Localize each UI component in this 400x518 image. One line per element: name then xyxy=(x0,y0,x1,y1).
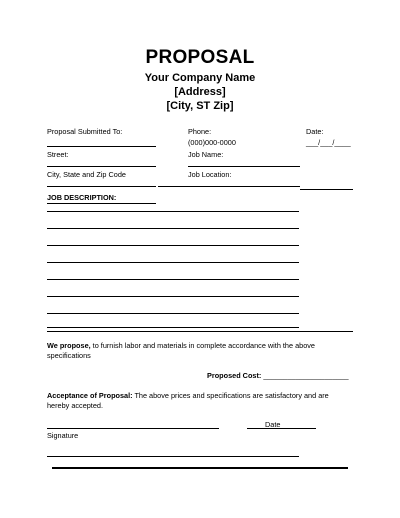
phone-value: (000)000-0000 xyxy=(188,138,236,147)
propose-lead: We propose, xyxy=(47,341,91,350)
city-state-zip-line[interactable] xyxy=(47,186,156,187)
acceptance-text: The above prices and specifications are satisfactory and are xyxy=(132,391,329,400)
city-state-zip-label: City, State and Zip Code xyxy=(47,170,126,179)
section-divider xyxy=(47,331,353,332)
proposed-cost-blank[interactable]: _____________________ xyxy=(263,371,349,380)
job-description-line-2[interactable] xyxy=(47,228,299,229)
proposed-cost xyxy=(207,371,349,380)
submitted-to-label: Proposal Submitted To: xyxy=(47,127,123,136)
job-description-line-4[interactable] xyxy=(47,262,299,263)
signature-label: Signature xyxy=(47,431,79,440)
job-description-line-6[interactable] xyxy=(47,296,299,297)
right-rule xyxy=(300,189,353,190)
footer-rule xyxy=(52,467,348,469)
acceptance-paragraph xyxy=(47,391,329,400)
job-name-label: Job Name: xyxy=(188,150,224,159)
propose-text-line2: specifications xyxy=(47,351,91,360)
date-sign-line[interactable] xyxy=(247,428,316,429)
phone-label: Phone: xyxy=(188,127,212,136)
second-signature-line[interactable] xyxy=(47,456,299,457)
document-title: PROPOSAL xyxy=(145,47,255,68)
submitted-to-line[interactable] xyxy=(47,146,156,147)
job-description-line-7[interactable] xyxy=(47,313,299,314)
acceptance-text-line2: hereby accepted. xyxy=(47,401,103,410)
propose-paragraph xyxy=(47,341,315,350)
job-description-line-3[interactable] xyxy=(47,245,299,246)
date-value[interactable]: ___/___/____ xyxy=(306,138,351,147)
signature-line[interactable] xyxy=(47,428,219,429)
job-description-underline xyxy=(47,203,156,204)
job-description-line-8[interactable] xyxy=(47,327,299,328)
job-description-line-1[interactable] xyxy=(47,211,299,212)
job-name-line[interactable] xyxy=(188,166,300,167)
company-name: Your Company Name xyxy=(144,72,256,84)
job-location-label: Job Location: xyxy=(188,170,232,179)
company-address: [Address] xyxy=(174,86,226,98)
job-description-label: JOB DESCRIPTION: xyxy=(47,193,117,202)
acceptance-lead: Acceptance of Proposal: xyxy=(47,391,133,400)
street-label: Street: xyxy=(47,150,69,159)
date-sign-label: Date xyxy=(265,420,281,429)
proposed-cost-label: Proposed Cost: xyxy=(207,371,264,380)
propose-text: to furnish labor and materials in complete accordance with the above xyxy=(90,341,315,350)
job-description-line-5[interactable] xyxy=(47,279,299,280)
job-location-line[interactable] xyxy=(158,186,300,187)
date-label: Date: xyxy=(306,127,324,136)
company-city-state-zip: [City, ST Zip] xyxy=(166,100,234,112)
street-line[interactable] xyxy=(47,166,156,167)
